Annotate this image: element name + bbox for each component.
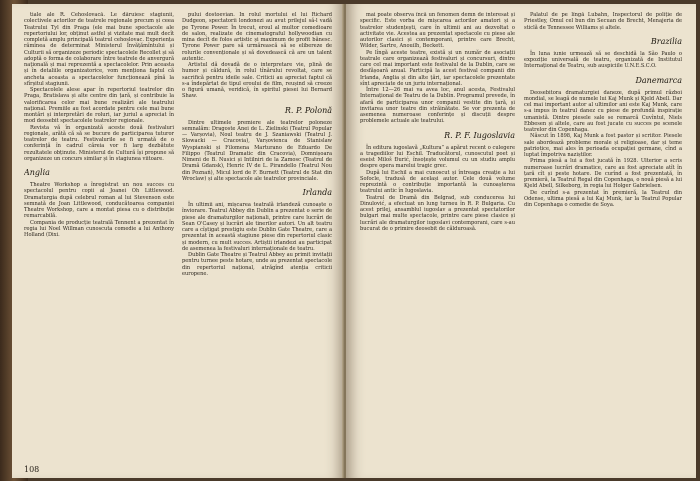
right-column-2 <box>524 12 682 460</box>
paragraph: tiale ale R. Cehoslovacă. Le dăruiesc stagiunii, colectivele actorilor de teatrele regionale precum și ceea Teatrului Tyl din Praga (ele mai bune spectacole ale repertoriului lor, obținut astfel și vizitate mai mult decît completă amplu principală teatrul cehoslovac. Experiența rămînea de determinat Ministerul Învățămîntului și Culturii să organizeze periodic spectacolele Recollet și să adoptă o forma de colaborare între teatrele de anvergură națională și mai reprezentă a spectacolelor. Prin aceasta și în detaliile organizatorice, vom menționa faptul că ancheta aceasta a spectacolelor funcționează pînă la sfîrșitul stagiunii. <box>24 12 174 87</box>
paragraph: Deosebitora dramaturgiei daneze, după primul război mondial, se leagă de numele lui Kaj Munk și Kjeld Abell. Dar cel mai important autor al ultimilor ani este Kaj Munk, care s-a impus în teatrul danez cu piese de profundă inspirație umanistă. Dintre piesele sale se remarcă Cuvîntul, Niels Ebbesen și altele, care au fost jucate cu succes pe scenele teatrelor din Copenhaga. <box>524 89 682 133</box>
paragraph: Revista vă în organizată aceste două festivaluri regionale, arătă că să se bucure de participarea tuturor teatrelor de teatru. Festivalurile se fi urmată de o conferință în cadrul căreia vor fi larg dezbătute rezultatele obținute. Ministerul de Cultură își propune să organizeze un concurs similar și în stagiunea viitoare. <box>24 124 174 162</box>
left-column-2 <box>182 12 332 460</box>
paragraph: Spectacolele alese apar în repertoriul teatrelor din Praga, Bratislava și alte centre din țară, și contribuie la valorificarea celor mai bune realizări ale teatrului național. Premiile au fost acordate pentru cele mai bune montări și interpretări de roluri, iar juriul a apreciat în mod deosebit spectacolele teatrelor regionale. <box>24 87 174 125</box>
section-heading-danemarca: Danemarca <box>635 75 682 85</box>
paragraph: În luna iunie urmează să se deschidă la São Paulo o expoziție universală de teatru, organizată de Institutul Internațional de Teatru, sub auspiciile U.N.E.S.C.O. <box>524 50 682 70</box>
paragraph: Prima piesă a lui a fost jucată în 1928. Ulterior a scris numeroase lucrări dramatice, care au fost apreciate atît în țară cît și peste hotare. De curînd a fost prezentată, în premieră, la Teatrul Regal din Copenhaga, o nouă piesă a lui Kjeld Abell, Silkeborg, în regia lui Holger Gabrielsen. <box>524 158 682 190</box>
paragraph: Între 12—26 mai va avea loc, anul acesta, Festivalul Internațional de Teatru de la Dublin. Programul prevede, în afară de participarea unor companii vestite din țară, și invitarea unor teatre din străinătate. Se vor prezenta de asemenea numeroase conferințe și discuții despre problemele actuale ale teatrului. <box>360 87 515 125</box>
left-column-1 <box>24 12 174 460</box>
paragraph: Teatrul de Dramă din Belgrad, sub conducerea lui Dinulović, a efectuat un lung turneu în R. P. Bulgaria. Cu acest prilej, ansamblul iugoslav a prezentat spectatorilor bulgari mai multe spectacole, printre care piese clasice și lucrări ale dramaturgilor iugoslavi contemporani, care s-au bucurat de o primire deosebit de călduroasă. <box>360 194 515 232</box>
paragraph: Născut în 1898, Kaj Munk a fost pastor și scriitor. Piesele sale abordează probleme morale și religioase, dar și teme patriotice, mai ales în perioada ocupației germane, cînd a luptat împotriva naziștilor. <box>524 133 682 158</box>
paragraph: Artistul dă dovadă de o interpretare vie, plină de humor și căldură, în rolul tînărului revoltat, care se sacrifică pentru ideile sale. Criticii au apreciat faptul că s-a îndepărtat de tipul eroului de film, reușind să creeze o figură umană, veridică, în spiritul piesei lui Bernard Shaw. <box>182 62 332 100</box>
section-heading-anglia: Anglia <box>24 168 50 177</box>
paragraph: În ultimii ani, mișcarea teatrală irlandeză cunoaște o înviorare. Teatrul Abbey din Dublin a prezentat o serie de piese ale dramaturgilor naționali, printre care lucrări de Sean O'Casey și lucrări ale tinerilor autori. Un alt teatru care a cîștigat prestigiu este Dublin Gate Theatre, care a prezentat în această stagiune piese din repertoriul clasic și modern, cu mult succes. Artiștii irlandezi au participat de asemenea la festivaluri internaționale de teatru. <box>182 202 332 252</box>
section-heading-iugoslavia: R. P. F. Iugoslavia <box>444 130 515 140</box>
left-page <box>12 4 344 478</box>
right-page <box>346 4 696 478</box>
page-number: 108 <box>24 465 40 474</box>
paragraph: Dintre ultimele premiere ale teatrelor poloneze semnalăm: Dragoste Anei de L. Zielinski (Teatrul Popular — Varșovia), Noul teatru de J. Szaniawski (Teatrul J. Slowacki — Cracovia), Varșovienca de Stanislaw Wyspianski și Filomena Marturano de Eduardo De Filippo (Teatrul Dramatic din Cracovia), Domnișoara Nimeni de B. Nusici și Intilniri de la Zamosc (Teatrul de Dramă Gdansk), Henric IV de L. Pirandello (Teatrul Nou din Poznań), Micul lord de F. Burnett (Teatrul de Stat din Wroclaw) și alte spectacole ale teatrelor provinciale. <box>182 119 332 182</box>
right-column-1 <box>360 12 515 460</box>
paragraph: După lui Eschil a mai cunoscut și întreaga creație a lui Sofocle, tradusă de același autor. Cele două volume reprezintă o contribuție importantă la cunoașterea teatrului antic în Iugoslavia. <box>360 169 515 195</box>
paragraph: Dublin Gate Theatre și Teatrul Abbey au primit invitații pentru turnee peste hotare, unde au prezentat spectacole din repertoriul național, atrăgînd atenția criticii europene. <box>182 252 332 277</box>
paragraph: Compania de producție teatrală Tennent a prezentat în regia lui Noel Willman cunoscuta comedie a lui Anthony Holland (Dixi. <box>24 219 174 238</box>
paragraph: Palatul de pe lîngă Lubahn, Inspectorul de poliție de Priestley, Omul cel bun din Secuan de Brecht, Menajeria de sticlă de Tennessee Williams și altele. <box>524 12 682 31</box>
paragraph: mai poate observa încă un fenomen demn de interesat și specific. Este vorba de mișcarea actorilor amatori și a teatrelor studențești, care în ultimii ani au dezvoltat o activitate vie. Acestea au prezentat spectacole cu piese ale autorilor clasici și contemporani, printre care Brecht, Wilder, Sartre, Anouilh, Beckett. <box>360 12 515 50</box>
paragraph: pului dostoevian. În rolul mortului el lui Richard Dudgeon, spectatorii londonezi au avut prilejul să-l vadă pe Tyrone Power. În trecut, eroul al multor comedioare de salon, realizate de cinematograful hollywoodian cu mina decît de folos artistic și maximum de profit bănesc. Tyrone Power pare să urmărească să se elibereze de rolurile convenționale și să dovedească că are un talent autentic. <box>182 12 332 62</box>
paragraph: În editura iugoslavă „Kultura” a apărut recent o culegere a tragediilor lui Eschil. Traducătorul, cunoscutul poet și eseist Miloš Đurić, însoțește volumul cu un studiu amplu despre opera marelui tragic grec. <box>360 144 515 170</box>
paragraph: Theatre Workshop a înregistrat un nou succes cu spectacolul pentru copii al Joanei Oh Littlewood. Dramaturgia după celebrul roman al lui Stevenson este semnată de Joan Littlewood, conducătoarea companiei Theatre Workshop, care a montat piesa cu o distribuție remarcabilă. <box>24 182 174 220</box>
section-heading-brazilia: Brazilia <box>650 36 682 46</box>
paragraph: De curînd s-a prezentat în premieră, la Teatrul din Odense, ultima piesă a lui Kaj Munk, iar la Teatrul Popular din Copenhaga o comedie de Soya. <box>524 189 682 208</box>
paragraph: Pe lîngă aceste teatre, există și un număr de asociații teatrale care organizează festivaluri și concursuri, dintre care cel mai important este festivalul de la Dublin, care se desfășoară anual. Participă la acest festival companii din Irlanda, Anglia și din alte țări, iar spectacolele prezentate sînt apreciate de un juriu internațional. <box>360 49 515 87</box>
section-heading-rp-polona: R. P. Polonă <box>284 105 332 115</box>
section-heading-irlanda: Irlanda <box>302 188 332 197</box>
